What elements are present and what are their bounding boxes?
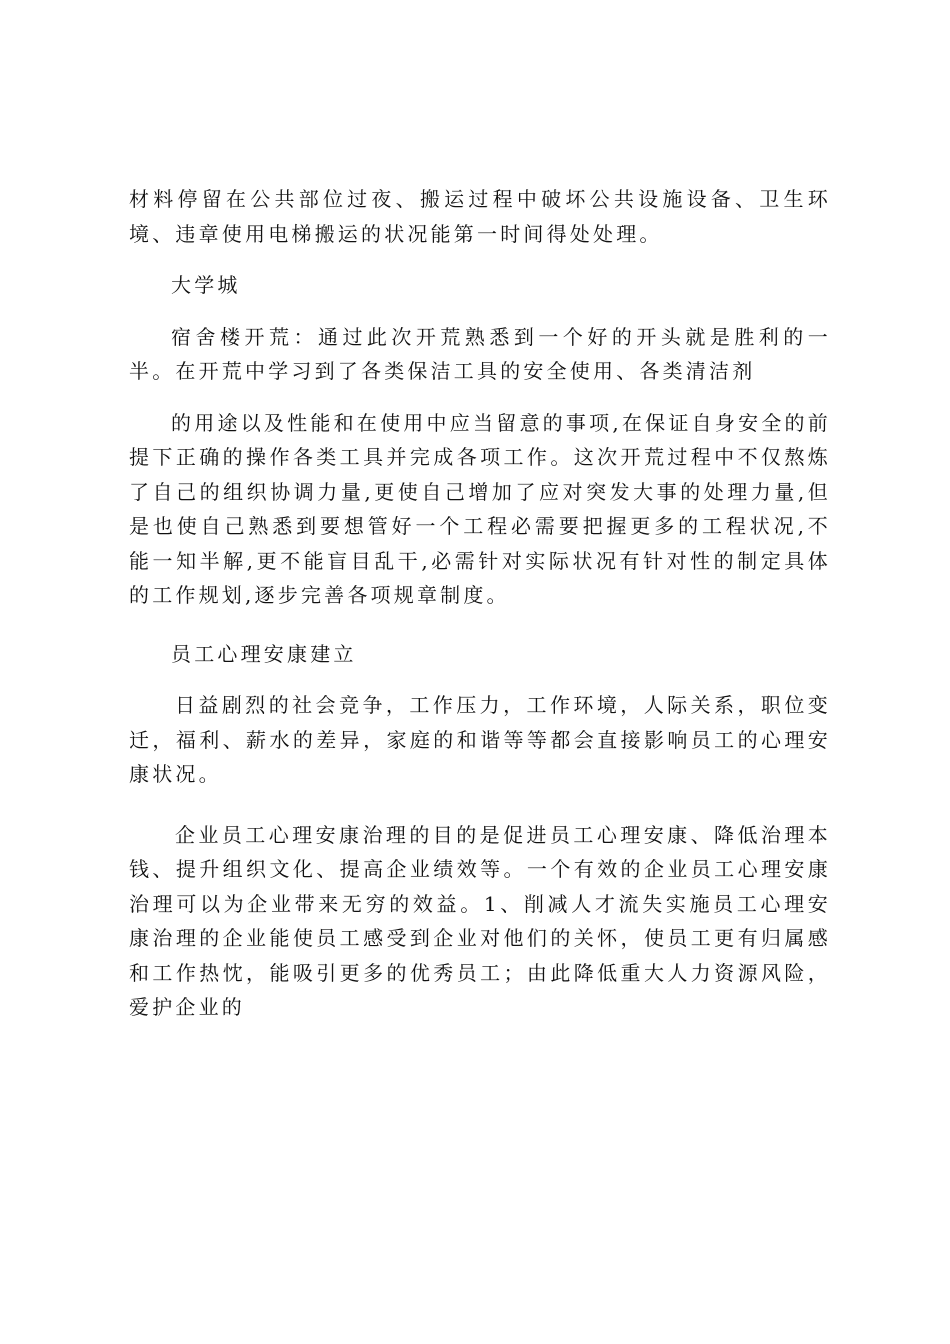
section-heading-university-town: 大学城 [171, 273, 241, 297]
paragraph-cleaning-experience: 的用途以及性能和在使用中应当留意的事项,在保证自身安全的前提下正确的操作各类工具并完成各项工作。这次开荒过程中不仅熬炼了自己的组织协调力量,更使自己增加了应对突发大事的处理力量,但是也使自己熟悉到要想管好一个工程必需要把握更多的工程状况,不能一知半解,更不能盲目乱干,必需针对实际状况有针对性的制定具体的工作规划,逐步完善各项规章制度。 [129, 410, 831, 607]
paragraph-materials: 材料停留在公共部位过夜、搬运过程中破坏公共设施设备、卫生环境、违章使用电梯搬运的状况能第一时间得处处理。 [129, 187, 831, 246]
paragraph-mental-health-management: 企业员工心理安康治理的目的是促进员工心理安康、降低治理本钱、提升组织文化、提高企业绩效等。一个有效的企业员工心理安康治理可以为企业带来无穷的效益。1、削减人才流失实施员工心理安康治理的企业能使员工感受到企业对他们的关怀，使员工更有归属感和工作热忱，能吸引更多的优秀员工；由此降低重大人力资源风险，爱护企业的 [129, 822, 831, 1019]
paragraph-dorm-cleaning: 宿舍楼开荒：通过此次开荒熟悉到一个好的开头就是胜利的一半。在开荒中学习到了各类保洁工具的安全使用、各类清洁剂 [129, 324, 831, 383]
paragraph-competition: 日益剧烈的社会竞争，工作压力，工作环境，人际关系，职位变迁，福利、薪水的差异，家庭的和谐等等都会直接影响员工的心理安康状况。 [129, 693, 831, 786]
document-page [129, 182, 831, 1025]
section-heading-employee-wellbeing: 员工心理安康建立 [171, 641, 357, 666]
